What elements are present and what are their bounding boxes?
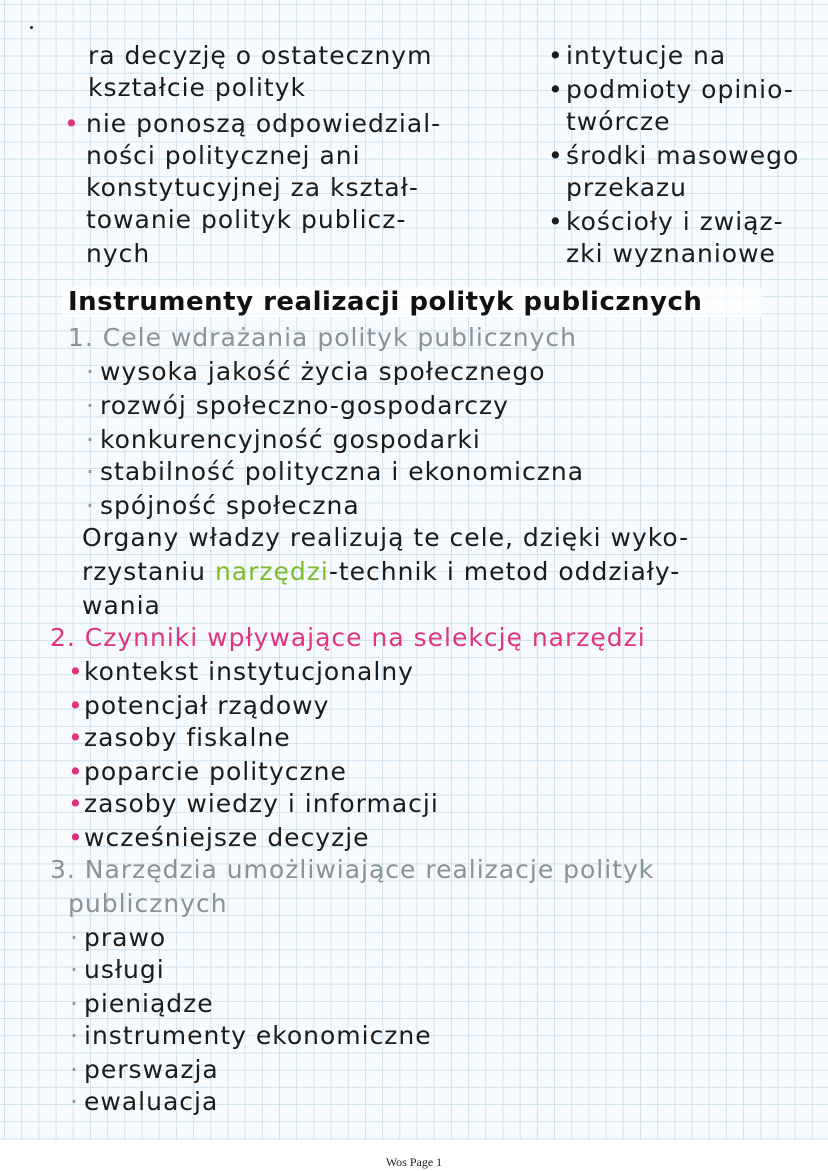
- list-item: wcześniejsze decyzje: [84, 823, 370, 852]
- note-line: konstytucyjnej za kształ-: [86, 173, 419, 202]
- bullet-dot: •: [68, 657, 83, 686]
- paragraph-line: Organy władzy realizują te cele, dzięki wyko-: [82, 523, 690, 552]
- page-footer: Wos Page 1: [385, 1155, 443, 1169]
- section-title: 3. Narzędzia umożliwiające realizacje polityk: [50, 855, 655, 884]
- bullet-dot: •: [68, 789, 83, 818]
- list-item: kontekst instytucjonalny: [84, 657, 414, 686]
- bullet-dot: ·: [86, 457, 94, 486]
- paragraph-text: rzystaniu: [82, 557, 215, 586]
- bullet-dot: •: [68, 723, 83, 752]
- bullet-dot: ·: [70, 1087, 78, 1116]
- paragraph-line: wania: [82, 591, 161, 620]
- bullet-dot: ·: [70, 1021, 78, 1050]
- list-item: perswazja: [84, 1055, 219, 1084]
- note-line: ra decyzję o ostatecznym: [88, 41, 433, 70]
- bullet-dot: ·: [70, 955, 78, 984]
- note-line: intytucje na: [566, 41, 727, 70]
- list-item: prawo: [84, 923, 167, 952]
- note-line: kościoły i związ-: [566, 207, 784, 236]
- bullet-dot: ·: [86, 391, 94, 420]
- list-item: usługi: [84, 955, 165, 984]
- note-line: twórcze: [566, 107, 671, 136]
- bullet-dot: ·: [86, 357, 94, 386]
- section-title: 1. Cele wdrażania polityk publicznych: [68, 323, 577, 352]
- list-item: wysoka jakość życia społecznego: [100, 357, 546, 386]
- list-item: poparcie polityczne: [84, 757, 347, 786]
- bullet-dot: ·: [70, 989, 78, 1018]
- list-item: potencjał rządowy: [84, 691, 330, 720]
- note-line: nych: [86, 239, 151, 268]
- corner-dot: [30, 26, 33, 29]
- note-line: przekazu: [566, 173, 687, 202]
- bullet-dot: •: [64, 109, 79, 138]
- bullet-dot: ·: [86, 425, 94, 454]
- list-item: zasoby wiedzy i informacji: [84, 789, 439, 818]
- list-item: stabilność polityczna i ekonomiczna: [100, 457, 585, 486]
- list-item: konkurencyjność gospodarki: [100, 425, 481, 454]
- section-title: 2. Czynniki wpływające na selekcję narzędzi: [50, 623, 646, 652]
- note-line: kształcie polityk: [88, 73, 307, 102]
- note-line: podmioty opinio-: [566, 75, 794, 104]
- note-line: nie ponoszą odpowiedzial-: [86, 109, 442, 138]
- bullet-dot: •: [548, 41, 563, 70]
- bullet-dot: •: [548, 75, 563, 104]
- bullet-dot: •: [68, 757, 83, 786]
- bullet-dot: ·: [86, 491, 94, 520]
- note-line: zki wyznaniowe: [566, 239, 776, 268]
- note-line: środki masowego: [566, 141, 800, 170]
- bullet-dot: •: [68, 823, 83, 852]
- paragraph-text: -technik i metod oddziały-: [328, 557, 681, 586]
- section-title-continued: publicznych: [68, 889, 228, 918]
- bullet-dot: •: [548, 141, 563, 170]
- list-item: rozwój społeczno-gospodarczy: [100, 391, 509, 420]
- bullet-dot: ·: [70, 923, 78, 952]
- highlighted-term: narzędzi: [214, 557, 329, 586]
- list-item: ewaluacja: [84, 1087, 219, 1116]
- bullet-dot: ·: [70, 1055, 78, 1084]
- main-heading: Instrumenty realizacji polityk publicznych: [68, 287, 703, 317]
- bullet-dot: •: [548, 207, 563, 236]
- list-item: instrumenty ekonomiczne: [84, 1021, 432, 1050]
- list-item: spójność społeczna: [100, 491, 360, 520]
- list-item: zasoby fiskalne: [84, 723, 291, 752]
- note-line: towanie polityk publicz-: [86, 205, 407, 234]
- paragraph-line: [82, 556, 680, 588]
- list-item: pieniądze: [84, 989, 214, 1018]
- bullet-dot: •: [68, 691, 83, 720]
- note-line: ności politycznej ani: [86, 141, 361, 170]
